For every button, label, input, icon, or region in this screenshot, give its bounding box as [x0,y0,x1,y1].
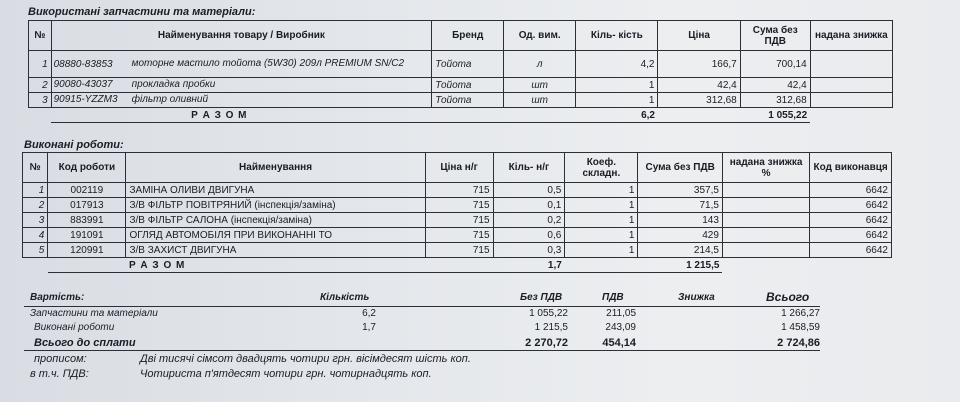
row-unit: л [504,51,576,78]
row-num: 2 [29,78,52,93]
summary-qty-header: Кількість [320,292,370,303]
row-sum: 214,5 [638,243,723,258]
col-unit: Од. вим. [504,21,576,51]
row-name: ЗАМІНА ОЛИВИ ДВИГУНА [126,183,425,198]
col-num: № [23,153,48,183]
row-code: 120991 [48,243,126,258]
row-num: 4 [23,228,48,243]
col-price: Ціна н/г [425,153,493,183]
row-price: 312,68 [658,93,740,108]
row-qty: 1 [576,78,658,93]
row-qty: 0,1 [493,198,565,213]
row-qty: 0,3 [493,243,565,258]
summary-row-label: Виконані роботи [34,322,115,333]
summary-row-vat: 211,05 [606,308,636,319]
grand-total-vat: 454,14 [602,337,636,349]
total-sum: 1 055,22 [740,108,810,123]
row-name: З/В ФІЛЬТР САЛОНА (інспекція/заміна) [126,213,425,228]
grand-total-sum: 2 724,86 [777,337,820,349]
col-qty: Кіль- кість [576,21,658,51]
col-price: Ціна [658,21,740,51]
col-name: Найменування [126,153,425,183]
summary-row-vat: 243,09 [605,322,636,333]
row-sum: 357,5 [638,183,723,198]
row-qty: 1 [576,93,658,108]
row-code: 017913 [48,198,126,213]
row-discount [722,243,809,258]
col-code: Код роботи [48,153,126,183]
row-coef: 1 [565,228,638,243]
col-name: Найменування товару / Виробник [51,21,432,51]
row-discount [810,93,892,108]
row-qty: 4,2 [576,51,658,78]
summary-row-net: 1 215,5 [534,322,568,333]
summary-row-qty: 6,2 [362,308,376,319]
parts-row [29,93,893,108]
summary-net-header: Без ПДВ [520,292,563,303]
col-discount: надана знижка % [722,153,809,183]
row-price: 715 [425,183,493,198]
total-qty: 1,7 [493,258,565,273]
works-row [23,183,892,198]
row-num: 3 [23,213,48,228]
row-price: 166,7 [658,51,740,78]
summary-row-label: Запчастини та матеріали [30,308,158,319]
summary-row-total: 1 266,27 [781,308,820,319]
col-sum: Сума без ПДВ [740,21,810,51]
row-coef: 1 [565,213,638,228]
works-row [23,213,892,228]
row-price: 715 [425,198,493,213]
works-section-title: Виконані роботи: [24,139,124,151]
row-code: 883991 [48,213,126,228]
row-code: 08880-83853 [53,58,113,70]
row-exec: 6642 [810,183,892,198]
parts-total-row [29,108,893,123]
summary-row [20,322,820,336]
row-brand: Тойота [432,93,504,108]
row-sum: 71,5 [638,198,723,213]
row-name: моторне мастило тойота (5W30) 209л PREMIUM SN/C2 [131,58,405,70]
summary-row-net: 1 055,22 [529,308,568,319]
row-name: фільтр оливний [131,94,209,106]
summary-bottom-line [24,350,820,351]
row-code-name [51,93,432,108]
works-total-row [23,258,892,273]
row-num: 1 [23,183,48,198]
row-exec: 6642 [810,213,892,228]
row-brand: Тойота [432,51,504,78]
row-coef: 1 [565,198,638,213]
row-brand: Тойота [432,78,504,93]
total-qty: 6,2 [576,108,658,123]
row-qty: 0,2 [493,213,565,228]
col-coef: Коеф. складн. [565,153,638,183]
row-sum: 700,14 [740,51,810,78]
summary-total-header: Всього [766,290,810,304]
col-discount: надана знижка [810,21,892,51]
col-brand: Бренд [432,21,504,51]
row-code-name [51,78,432,93]
row-sum: 42,4 [740,78,810,93]
vat-words: Чотириста п'ятдесят чотири грн. чотирнадцять коп. [140,368,432,380]
row-discount [722,213,809,228]
summary-vat-header: ПДВ [602,292,624,303]
row-num: 5 [23,243,48,258]
summary-row [20,308,820,322]
row-exec: 6642 [810,243,892,258]
parts-section-title: Використані запчастини та матеріали: [28,6,256,18]
works-row [23,243,892,258]
row-exec: 6642 [810,198,892,213]
row-qty: 0,6 [493,228,565,243]
amount-words-label: прописом: [34,353,87,365]
summary-row-qty: 1,7 [362,322,376,333]
total-label: Р А З О М [126,258,425,273]
row-code: 90080-43037 [53,79,113,91]
col-exec: Код виконавця [810,153,892,183]
row-exec: 6642 [810,228,892,243]
row-code: 191091 [48,228,126,243]
row-name: З/В ЗАХИСТ ДВИГУНА [126,243,425,258]
works-row [23,228,892,243]
row-num: 2 [23,198,48,213]
row-price: 715 [425,228,493,243]
summary-row-total: 1 458,59 [781,322,820,333]
row-discount [810,51,892,78]
parts-row [29,51,893,78]
row-name: прокладка пробки [131,79,216,91]
row-sum: 429 [638,228,723,243]
grand-total-net: 2 270,72 [525,337,568,349]
col-sum: Сума без ПДВ [638,153,723,183]
row-unit: шт [504,93,576,108]
parts-table [28,20,893,123]
summary-divider [24,306,820,307]
row-num: 3 [29,93,52,108]
summary-cost-header: Вартість: [30,292,85,303]
works-table [22,152,892,273]
row-coef: 1 [565,243,638,258]
row-num: 1 [29,51,52,78]
row-discount [722,198,809,213]
row-coef: 1 [565,183,638,198]
grand-total-label: Всього до сплати [34,337,136,349]
row-unit: шт [504,78,576,93]
row-name: ОГЛЯД АВТОМОБІЛЯ ПРИ ВИКОНАННІ ТО [126,228,425,243]
row-price: 715 [425,243,493,258]
works-row [23,198,892,213]
row-code-name [51,51,432,78]
row-price: 42,4 [658,78,740,93]
vat-words-label: в т.ч. ПДВ: [30,368,89,380]
row-price: 715 [425,213,493,228]
parts-row [29,78,893,93]
row-qty: 0,5 [493,183,565,198]
row-code: 90915-YZZM3 [53,94,118,106]
grand-total-row [20,337,820,351]
row-sum: 143 [638,213,723,228]
total-label: Р А З О М [51,108,432,123]
col-num: № [29,21,52,51]
row-code: 002119 [48,183,126,198]
row-name: З/В ФІЛЬТР ПОВІТРЯНИЙ (інспекція/заміна) [126,198,425,213]
total-sum: 1 215,5 [638,258,723,273]
row-discount [722,183,809,198]
row-sum: 312,68 [740,93,810,108]
row-discount [810,78,892,93]
summary-discount-header: Знижка [678,292,715,303]
row-discount [722,228,809,243]
amount-words: Дві тисячі сімсот двадцять чотири грн. вісімдесят шість коп. [140,353,471,365]
col-qty: Кіль- н/г [493,153,565,183]
